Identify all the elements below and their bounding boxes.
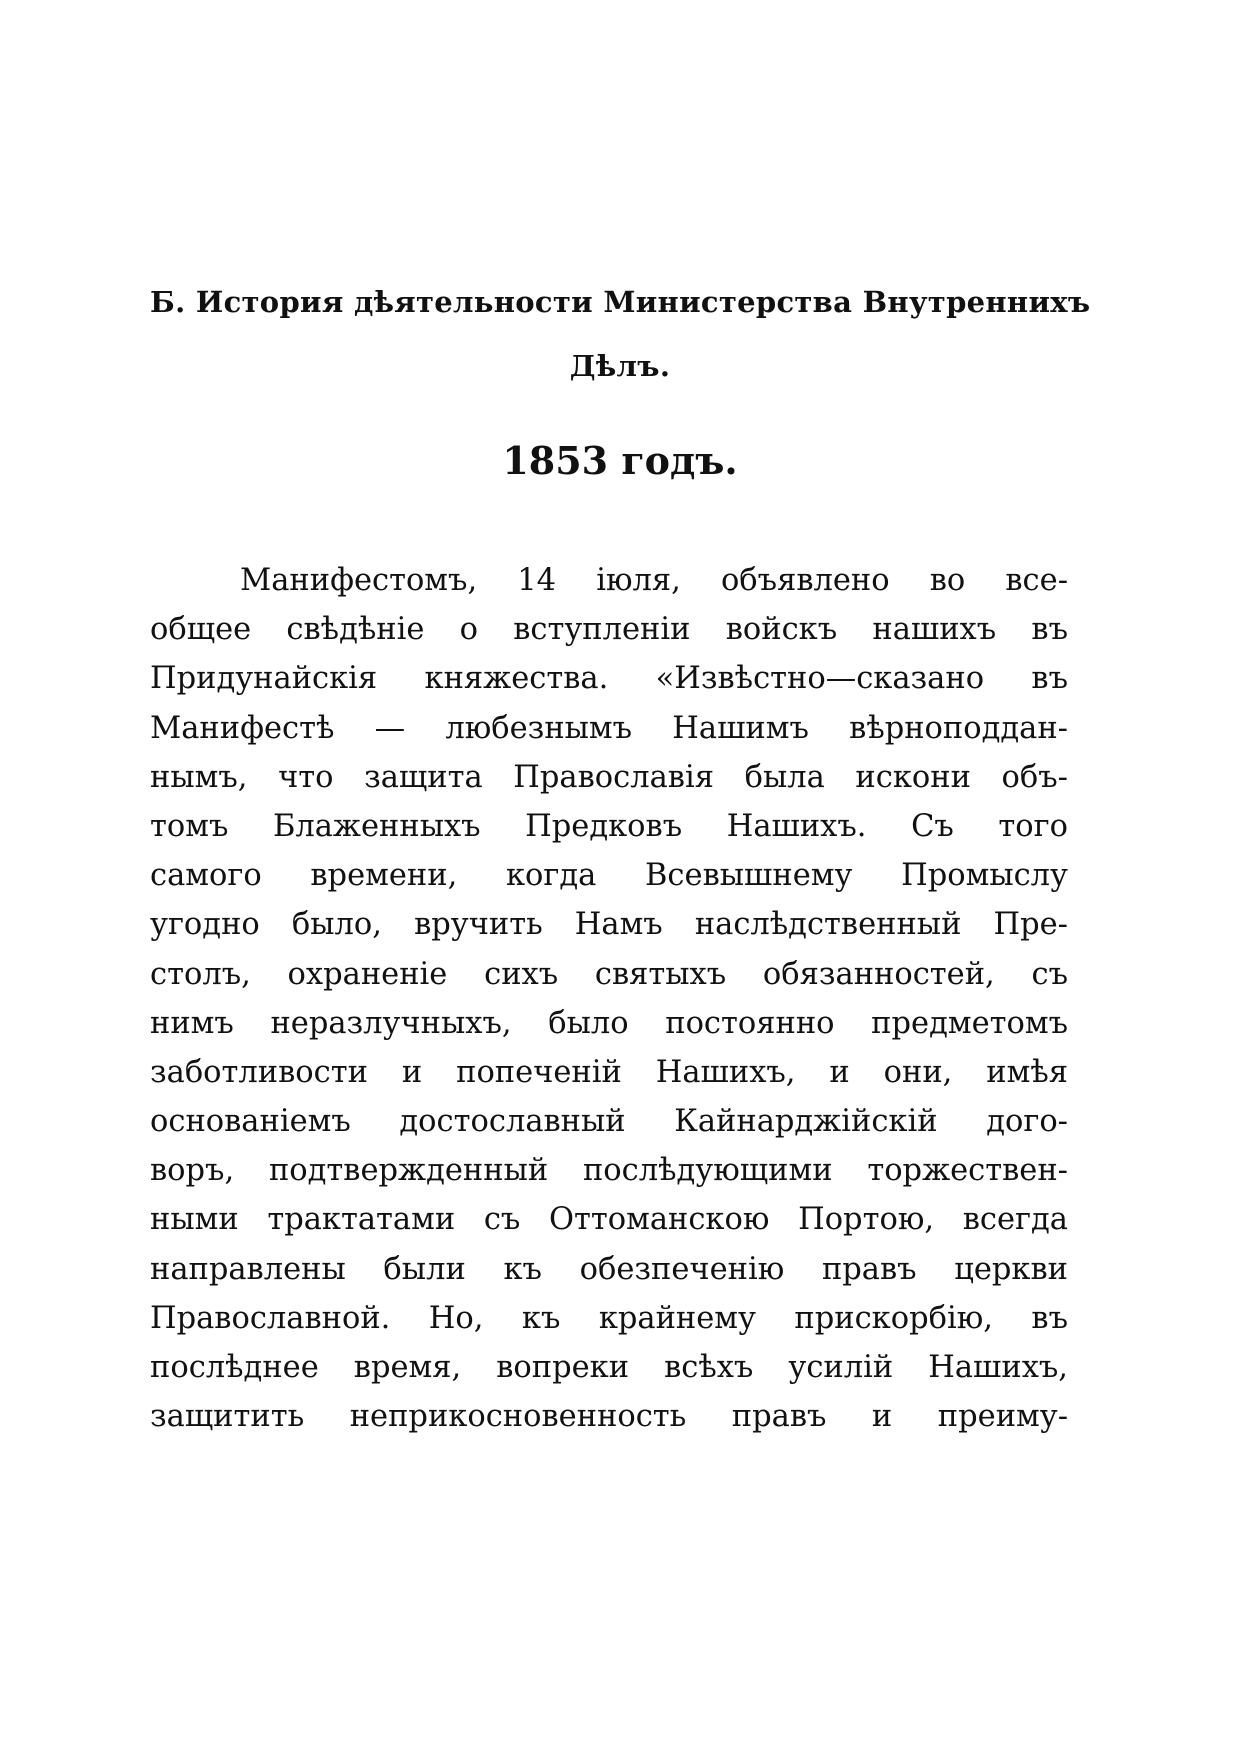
body-paragraph <box>150 556 1068 1441</box>
text-line: Придунайскія княжества. «Извѣстно—сказано въ <box>150 661 1068 697</box>
section-heading <box>150 270 1090 398</box>
text-line: Православной. Но, къ крайнему прискорбію, въ <box>150 1300 1068 1336</box>
text-line: заботливости и попеченій Нашихъ, и они, имѣя <box>150 1054 1068 1090</box>
year-title: 1853 годъ. <box>502 438 738 483</box>
text-line: ными трактатами съ Оттоманскою Портою, всегда <box>150 1202 1068 1238</box>
text-line: Манифестѣ — любезнымъ Нашимъ вѣрноподдан- <box>150 710 1068 746</box>
text-line: воръ, подтвержденный послѣдующими торжествен- <box>150 1153 1068 1189</box>
text-line: томъ Блаженныхъ Предковъ Нашихъ. Съ того <box>150 808 1068 844</box>
text-line: столъ, охраненіе сихъ святыхъ обязанностей, съ <box>150 956 1068 992</box>
text-line: общее свѣдѣніе о вступленіи войскъ нашихъ въ <box>150 612 1068 648</box>
section-heading-line-1: Б. История дѣятельности Министерства Внутреннихъ <box>150 285 1091 319</box>
text-line: Манифестомъ, 14 іюля, объявлено во все- <box>240 563 1068 598</box>
text-line: направлены были къ обезпеченію правъ церкви <box>150 1251 1068 1287</box>
text-line: послѣднее время, вопреки всѣхъ усилій Нашихъ, <box>150 1350 1068 1385</box>
text-line: защитить неприкосновенность правъ и преиму- <box>150 1399 1068 1435</box>
text-line: нымъ, что защита Православія была искони объ- <box>150 759 1068 795</box>
text-line: самого времени, когда Всевышнему Промыслу <box>150 858 1068 894</box>
text-line: нимъ неразлучныхъ, было постоянно предметомъ <box>150 1005 1068 1041</box>
text-line: основаніемъ достославный Кайнарджійскій дого- <box>150 1104 1068 1140</box>
section-heading-line-2: Дѣлъ. <box>569 349 671 383</box>
text-line: угодно было, вручить Намъ наслѣдственный Пре- <box>150 907 1068 943</box>
